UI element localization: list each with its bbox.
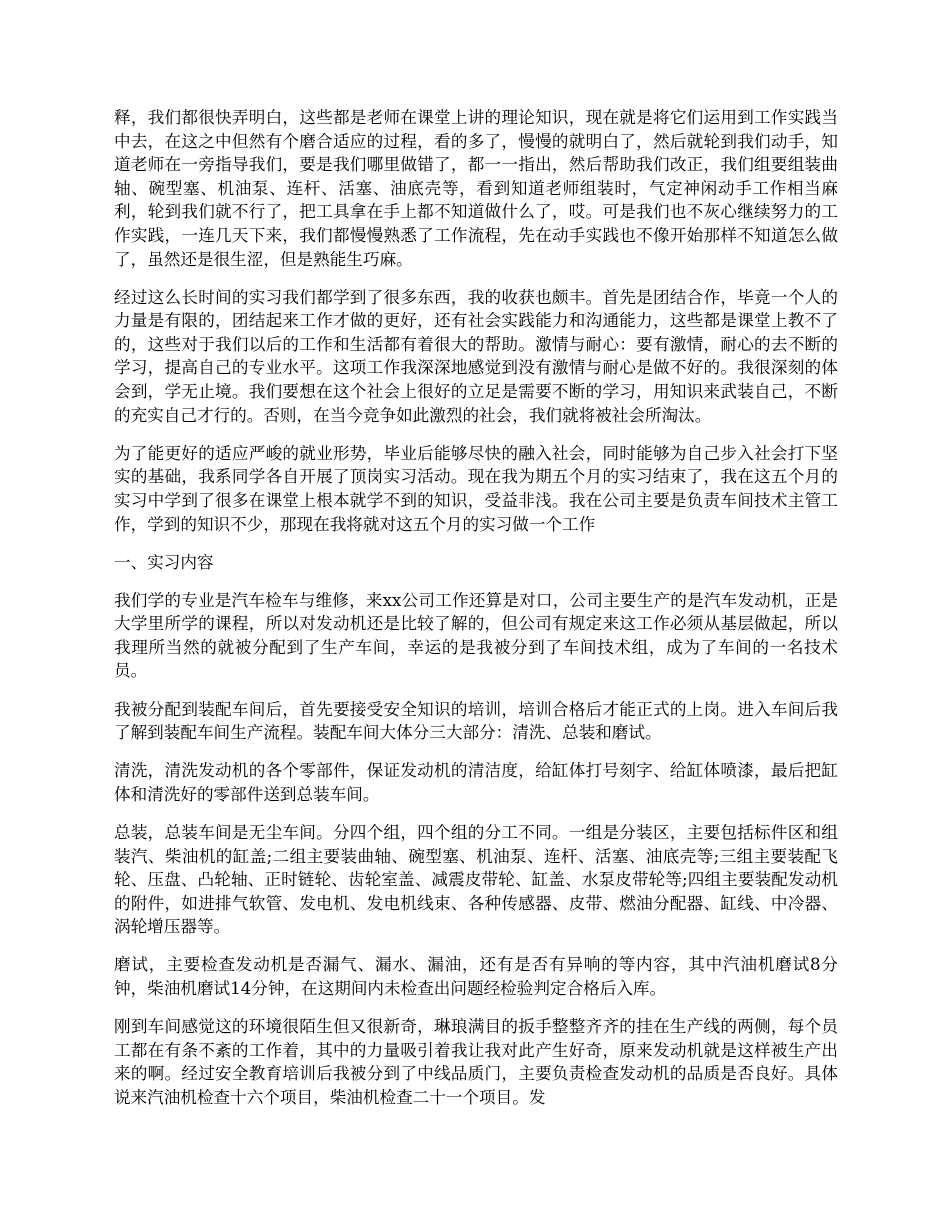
paragraph-final-assembly: 总装，总装车间是无尘车间。分四个组，四个组的分工不同。一组是分装区，主要包括标件区和组装汽、柴油机的缸盖;二组主要装曲轴、碗型塞、机油泵、连杆、活塞、油底壳等;三组主要装配飞轮、压盘、凸轮轴、正时链轮、齿轮室盖、减震皮带轮、缸盖、水泵皮带轮等;四组主要装配发动机的附件，如进排气软管、发电机、发电机线束、各种传感器、皮带、燃油分配器、缸线、中冷器、涡轮增压器等。 — [114, 822, 838, 937]
paragraph-internship-purpose: 为了能更好的适应严峻的就业形势，毕业后能够尽快的融入社会，同时能够为自己步入社会打下坚实的基础，我系同学各自开展了顶岗实习活动。现在我为期五个月的实习结束了，我在这五个月的实习中学到了很多在课堂上根本就学不到的知识，受益非浅。我在公司主要是负责车间技术主管工作，学到的知识不少，那现在我将就对这五个月的实习做一个工作 — [114, 443, 838, 534]
paragraph-harvest: 经过这么长时间的实习我们都学到了很多东西，我的收获也颇丰。首先是团结合作，毕竟一个人的力量是有限的，团结起来工作才做的更好，还有社会实践能力和沟通能力，这些都是课堂上教不了的，这些对于我们以后的工作和生活都有着很大的帮助。激情与耐心：要有激情，耐心的去不断的学习，提高自己的专业水平。这项工作我深深地感觉到没有激情与耐心是做不好的。我很深刻的体会到，学无止境。我们要想在这个社会上很好的立足是需要不断的学习，用知识来武装自己，不断的充实自己才行的。否则，在当今竞争如此激烈的社会，我们就将被社会所淘汰。 — [114, 287, 838, 425]
document-page — [114, 106, 838, 1124]
paragraph-first-impression: 刚到车间感觉这的环境很陌生但又很新奇，琳琅满目的扳手整整齐齐的挂在生产线的两侧，每个员工都在有条不紊的工作着，其中的力量吸引着我让我对此产生好奇，原来发动机就是这样被生产出来的啊。经过安全教育培训后我被分到了中线品质门，主要负责检查发动机的品质是否良好。具体说来汽油机检查十六个项目，柴油机检查二十一个项目。发 — [114, 1017, 838, 1107]
paragraph-assembly-workshop: 我被分配到装配车间后，首先要接受安全知识的培训，培训合格后才能正式的上岗。进入车间后我了解到装配车间生产流程。装配车间大体分三大部分：清洗、总装和磨试。 — [114, 699, 838, 743]
paragraph-major-and-company: 我们学的专业是汽车检车与维修，来xx公司工作还算是对口，公司主要生产的是汽车发动机，正是大学里所学的课程，所以对发动机还是比较了解的，但公司有规定来这工作必须从基层做起，所以我理所当然的就被分配到了生产车间，幸运的是我被分到了车间技术组，成为了车间的一名技术员。 — [114, 590, 838, 681]
paragraph-practice-process: 释，我们都很快弄明白，这些都是老师在课堂上讲的理论知识，现在就是将它们运用到工作实践当中去，在这之中但然有个磨合适应的过程，看的多了，慢慢的就明白了，然后就轮到我们动手，知道老师在一旁指导我们，要是我们哪里做错了，都一一指出，然后帮助我们改正，我们组要组装曲轴、碗型塞、机油泵、连杆、活塞、油底壳等，看到知道老师组装时，气定神闲动手工作相当麻利，轮到我们就不行了，把工具拿在手上都不知道做什么了，哎。可是我们也不灰心继续努力的工作实践，一连几天下来，我们都慢慢熟悉了工作流程，先在动手实践也不像开始那样不知道怎么做了，虽然还是很生涩，但是熟能生巧麻。 — [114, 108, 838, 269]
paragraph-cleaning: 清洗，清洗发动机的各个零部件，保证发动机的清洁度，给缸体打号刻字、给缸体喷漆，最后把缸体和清洗好的零部件送到总装车间。 — [114, 761, 838, 804]
section-heading-internship-content: 一、实习内容 — [114, 552, 214, 572]
paragraph-run-in-test: 磨试，主要检查发动机是否漏气、漏水、漏油，还有是否有异响的等内容，其中汽油机磨试8分钟，柴油机磨试14分钟，在这期间内未检查出问题经检验判定合格后入库。 — [114, 955, 838, 998]
